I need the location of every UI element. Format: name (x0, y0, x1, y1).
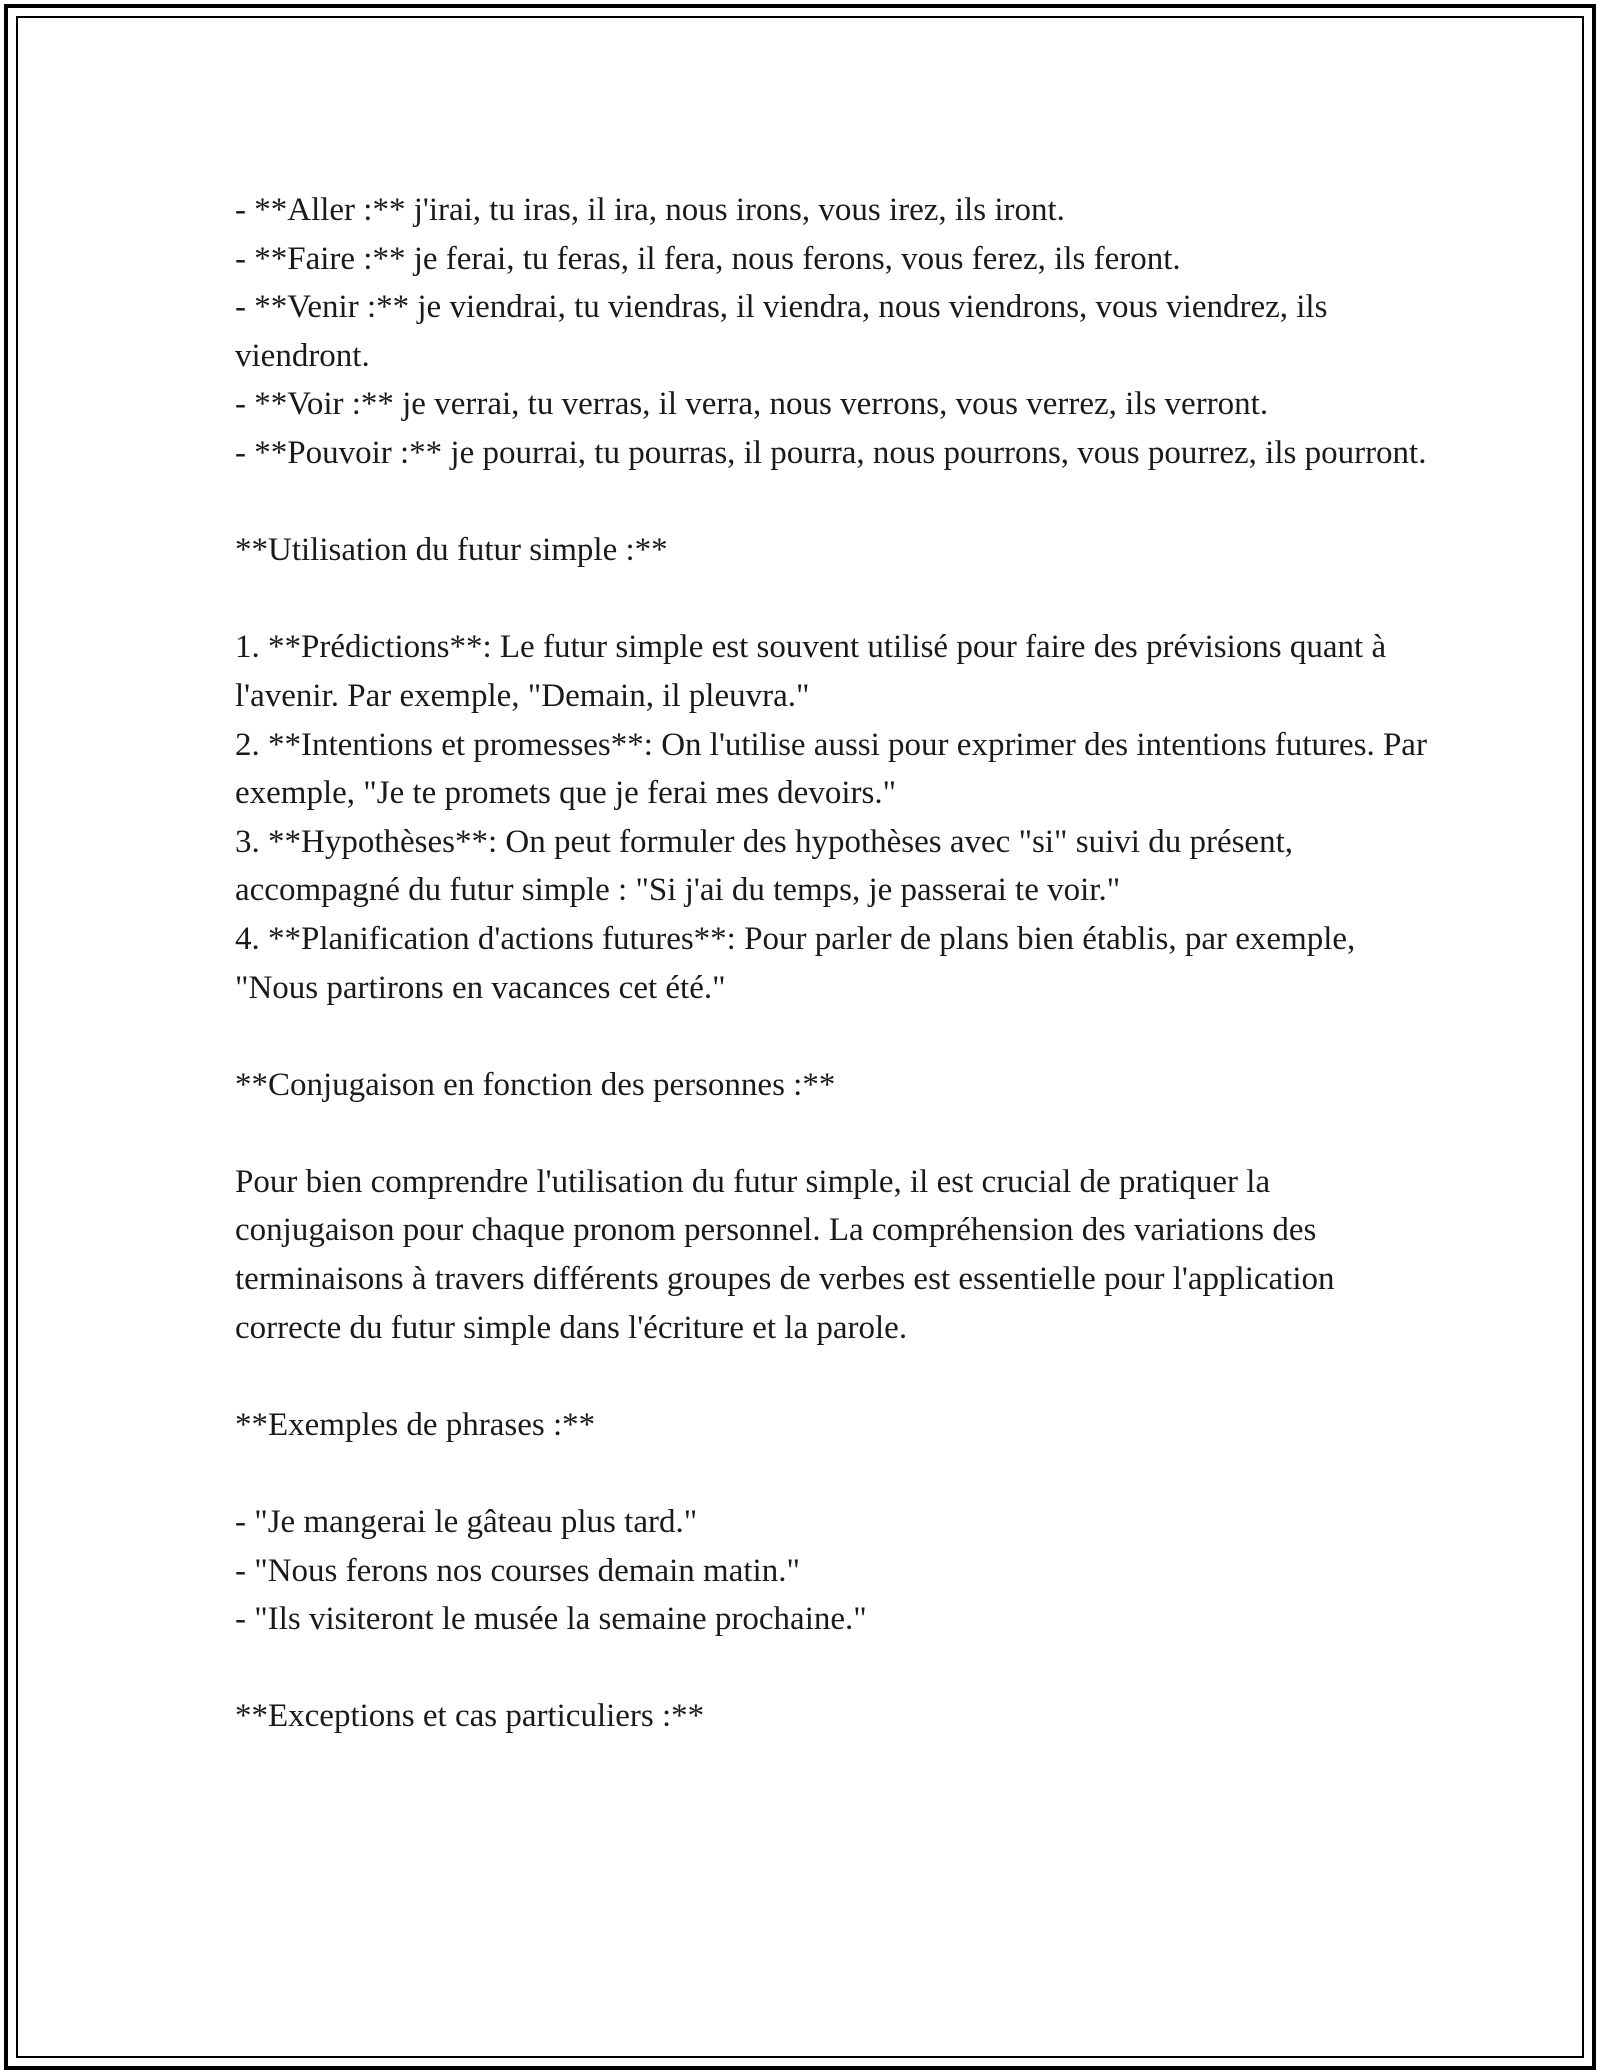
example-item: - "Nous ferons nos courses demain matin." (235, 1552, 800, 1589)
spacer (235, 1644, 1435, 1693)
spacer (235, 478, 1435, 527)
spacer (235, 1352, 1435, 1401)
spacer (235, 575, 1435, 624)
verb-item-faire: - **Faire :** je ferai, tu feras, il fera, nous ferons, vous ferez, ils feront. (235, 240, 1181, 277)
conjugation-paragraph: Pour bien comprendre l'utilisation du futur simple, il est crucial de pratiquer la conjugaison pour chaque pronom personnel. La compréhension des variations des terminaisons à travers différents groupes de verbes est essentielle pour l'application correcte du futur simple dans l'écriture et la parole. (235, 1163, 1335, 1346)
document-body (235, 186, 1435, 1741)
example-item: - "Ils visiteront le musée la semaine prochaine." (235, 1601, 867, 1638)
usage-item-planification: 4. **Planification d'actions futures**: Pour parler de plans bien établis, par exemple, "Nous partirons en vacances cet été." (235, 920, 1356, 1006)
conjugation-heading: **Conjugaison en fonction des personnes :** (235, 1066, 836, 1103)
verb-item-venir: - **Venir :** je viendrai, tu viendras, il viendra, nous viendrons, vous viendrez, ils viendront. (235, 289, 1328, 374)
examples-heading: **Exemples de phrases :** (235, 1406, 596, 1443)
verb-item-pouvoir: - **Pouvoir :** je pourrai, tu pourras, il pourra, nous pourrons, vous pourrez, ils pourront. (235, 434, 1427, 471)
spacer (235, 1449, 1435, 1498)
example-item: - "Je mangerai le gâteau plus tard." (235, 1504, 698, 1541)
usage-item-intentions: 2. **Intentions et promesses**: On l'utilise aussi pour exprimer des intentions futures. Par exemple, "Je te promets que je ferai mes devoirs." (235, 726, 1427, 812)
exceptions-heading: **Exceptions et cas particuliers :** (235, 1698, 705, 1735)
verb-item-voir: - **Voir :** je verrai, tu verras, il verra, nous verrons, vous verrez, ils verront. (235, 386, 1269, 423)
usage-heading: **Utilisation du futur simple :** (235, 532, 668, 569)
usage-item-hypotheses: 3. **Hypothèses**: On peut formuler des hypothèses avec "si" suivi du présent, accompagné du futur simple : "Si j'ai du temps, je passerai te voir." (235, 823, 1293, 909)
verb-item-aller: - **Aller :** j'irai, tu iras, il ira, nous irons, vous irez, ils iront. (235, 192, 1065, 228)
spacer (235, 1012, 1435, 1061)
spacer (235, 1109, 1435, 1158)
usage-item-predictions: 1. **Prédictions**: Le futur simple est souvent utilisé pour faire des prévisions quant à l'avenir. Par exemple, "Demain, il pleuvra." (235, 629, 1387, 714)
